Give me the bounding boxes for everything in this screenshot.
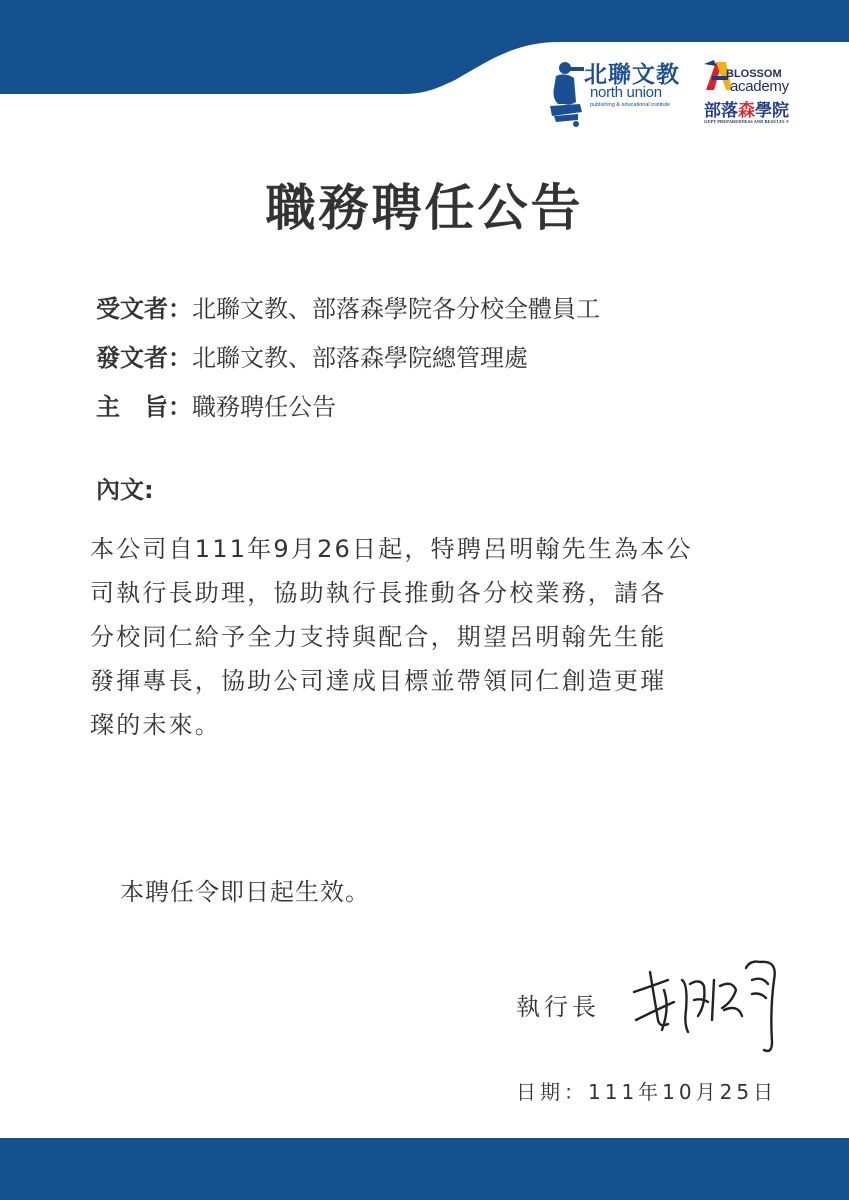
blossom-zh <box>704 96 789 121</box>
blossom-zh-part2: 森 <box>738 101 755 121</box>
blossom-name: BLOSSOM <box>726 68 782 80</box>
effective-statement: 本聘任令即日起生效。 <box>120 878 370 906</box>
north-union-en: north union <box>590 84 662 101</box>
body-text <box>90 527 790 747</box>
blossom-tagline: GEPT PREPAREDNESS AND RESULTS ® <box>704 119 790 124</box>
blossom-zh-part3: 學院 <box>755 101 789 121</box>
north-union-logo <box>548 56 688 134</box>
subject-value: 職務聘任公告 <box>192 393 336 421</box>
recipient-row <box>96 289 600 324</box>
body-line: 發揮專長，協助公司達成目標並帶領同仁創造更璀 <box>90 667 667 695</box>
sender-value: 北聯文教、部落森學院總管理處 <box>192 344 528 372</box>
subject-label: 主 旨： <box>96 393 192 421</box>
recipient-value: 北聯文教、部落森學院各分校全體員工 <box>192 295 600 323</box>
document-date: 日期：111年10月25日 <box>516 1080 778 1104</box>
body-line: 司執行長助理，協助執行長推動各分校業務，請各 <box>90 579 667 607</box>
subject-row <box>96 387 336 422</box>
footer-band <box>0 1138 849 1200</box>
north-union-tagline: publishing & educational institute <box>590 102 671 108</box>
north-union-zh: 北聯文教 <box>584 62 680 88</box>
recipient-label: 受文者： <box>96 295 192 323</box>
body-line: 璨的未來。 <box>90 711 221 739</box>
blossom-academy-logo <box>704 58 816 130</box>
trumpeter-figure-icon <box>548 58 584 128</box>
sender-label: 發文者： <box>96 344 192 372</box>
ceo-label: 執行長 <box>516 993 600 1021</box>
body-line: 分校同仁給予全力支持與配合，期望呂明翰先生能 <box>90 623 667 651</box>
blossom-zh-part1: 部落 <box>704 101 738 121</box>
body-line: 本公司自111年9月26日起，特聘呂明翰先生為本公 <box>90 535 693 563</box>
page-title: 職務聘任公告 <box>265 179 584 237</box>
blossom-sub: academy <box>730 78 789 95</box>
body-label: 內文: <box>96 476 154 504</box>
sender-row <box>96 338 528 373</box>
signature-image <box>628 950 788 1060</box>
